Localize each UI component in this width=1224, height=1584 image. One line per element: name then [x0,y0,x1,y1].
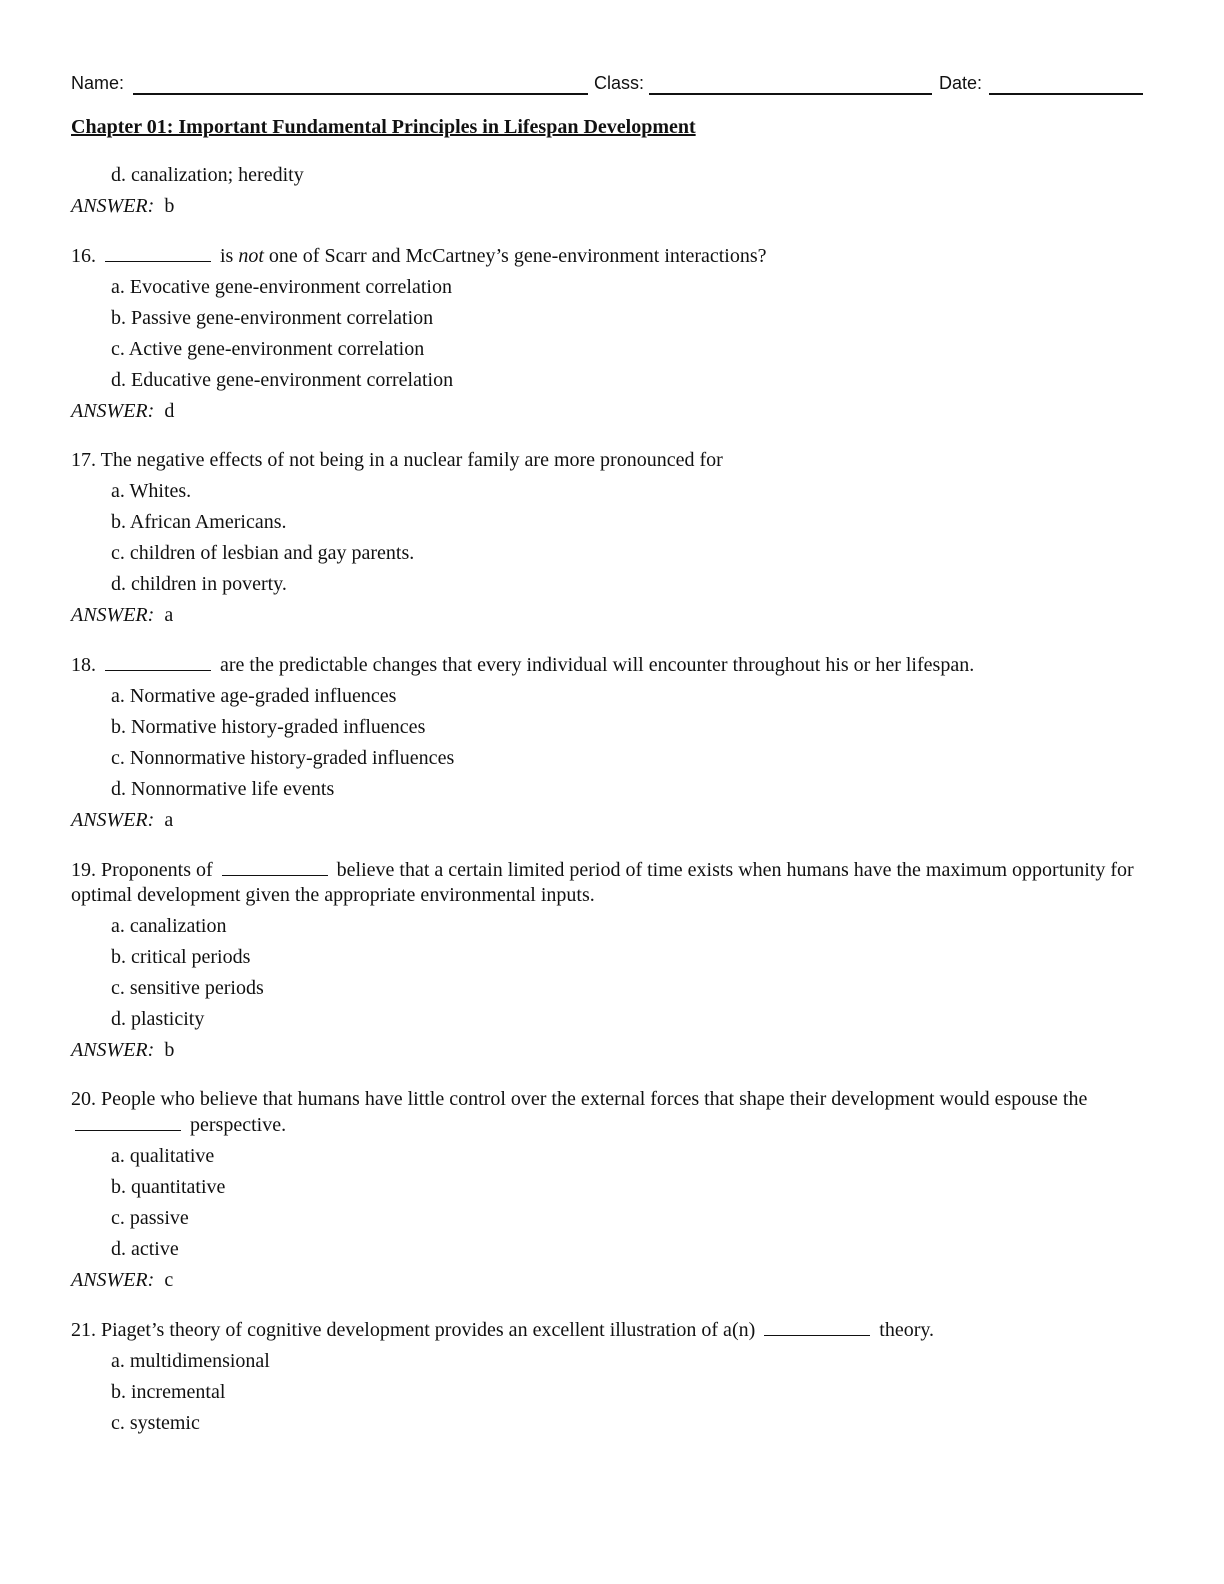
question-19 [71,857,1151,1065]
question-21 [71,1317,1151,1439]
option-b: b. Normative history-graded influences [111,716,426,738]
question-15-continued [71,160,1151,221]
answer-value: d [164,400,175,422]
answer-value: a [164,604,174,626]
option-d: d. plasticity [111,1008,205,1030]
option-a: a. qualitative [111,1145,215,1167]
option-c: c. sensitive periods [111,977,264,999]
option-a: a. Evocative gene-environment correlation [111,276,452,298]
stem-text: perspective. [190,1114,287,1136]
question-20 [71,1087,1151,1295]
option-d: d. Nonnormative life events [111,778,335,800]
fill-blank [105,243,211,262]
fill-blank [105,652,211,671]
date-label: Date: [939,73,983,93]
fill-blank [75,1112,181,1131]
question-17 [71,448,1151,630]
question-stem [71,448,1151,473]
answer-label: ANSWER: [71,400,155,422]
answer-value: b [164,195,175,217]
question-stem [71,1317,1151,1343]
answer-value: a [164,809,174,831]
question-number: 16. [71,245,96,267]
stem-text: are the predictable changes that every individual will encounter throughout his or her lifespan. [220,654,975,676]
answer-line [71,191,1151,221]
stem-text: People who believe that humans have little control over the external forces that shape their development would espouse the [101,1088,1088,1110]
stem-text: is [220,245,234,267]
stem-text: one of Scarr and McCartney’s gene-environment interactions? [268,245,767,267]
option-c: c. Active gene-environment correlation [111,338,425,360]
option-b: b. Passive gene-environment correlation [111,307,434,329]
question-stem [71,857,1151,908]
answer-line [71,1265,1151,1295]
answer-line [71,805,1151,835]
option-a: a. multidimensional [111,1350,270,1372]
option-c: c. passive [111,1207,189,1229]
question-16 [71,243,1151,426]
answer-value: b [164,1039,175,1061]
class-field-line[interactable] [649,93,932,95]
question-number: 18. [71,654,96,676]
chapter-title: Chapter 01: Important Fundamental Principles in Lifespan Development [71,116,696,138]
student-info-header [71,72,1143,98]
answer-label: ANSWER: [71,1039,155,1061]
question-stem [71,1087,1151,1138]
option-b: b. African Americans. [111,511,287,533]
name-field-line[interactable] [133,93,588,95]
question-number: 21. [71,1319,96,1341]
option: d. canalization; heredity [111,164,304,186]
answer-line [71,600,1151,630]
name-label: Name: [71,73,125,93]
question-stem [71,652,1151,678]
class-label: Class: [594,73,645,93]
date-field-line[interactable] [989,93,1143,95]
option-b: b. incremental [111,1381,226,1403]
option-c: c. Nonnormative history-graded influences [111,747,455,769]
option-a: a. canalization [111,915,227,937]
option-d: d. Educative gene-environment correlation [111,369,454,391]
option-b: b. quantitative [111,1176,226,1198]
fill-blank [764,1317,870,1336]
stem-text: theory. [879,1319,935,1341]
option-b: b. critical periods [111,946,251,968]
answer-label: ANSWER: [71,1269,155,1291]
option-d: d. active [111,1238,179,1260]
stem-text: believe that a certain limited period of time exists when humans have the maximum opportunity for optimal development given the appropriate environmental inputs. [71,859,1134,906]
stem-text: The negative effects of not being in a nuclear family are more pronounced for [100,449,723,471]
question-list [71,160,1151,1461]
answer-line [71,1035,1151,1065]
question-number: 19. [71,859,96,881]
stem-text: Proponents of [101,859,213,881]
question-number: 17. [71,449,96,471]
fill-blank [222,857,328,876]
stem-emphasis: not [238,245,264,267]
answer-label: ANSWER: [71,809,155,831]
option-a: a. Whites. [111,480,192,502]
option-c: c. systemic [111,1412,200,1434]
question-number: 20. [71,1088,96,1110]
answer-label: ANSWER: [71,604,155,626]
option-a: a. Normative age-graded influences [111,685,397,707]
question-stem [71,243,1151,269]
answer-label: ANSWER: [71,195,155,217]
option-d: d. children in poverty. [111,573,287,595]
answer-line [71,396,1151,426]
question-18 [71,652,1151,835]
answer-value: c [164,1269,174,1291]
stem-text: Piaget’s theory of cognitive development provides an excellent illustration of a(n) [101,1319,756,1341]
option-c: c. children of lesbian and gay parents. [111,542,415,564]
